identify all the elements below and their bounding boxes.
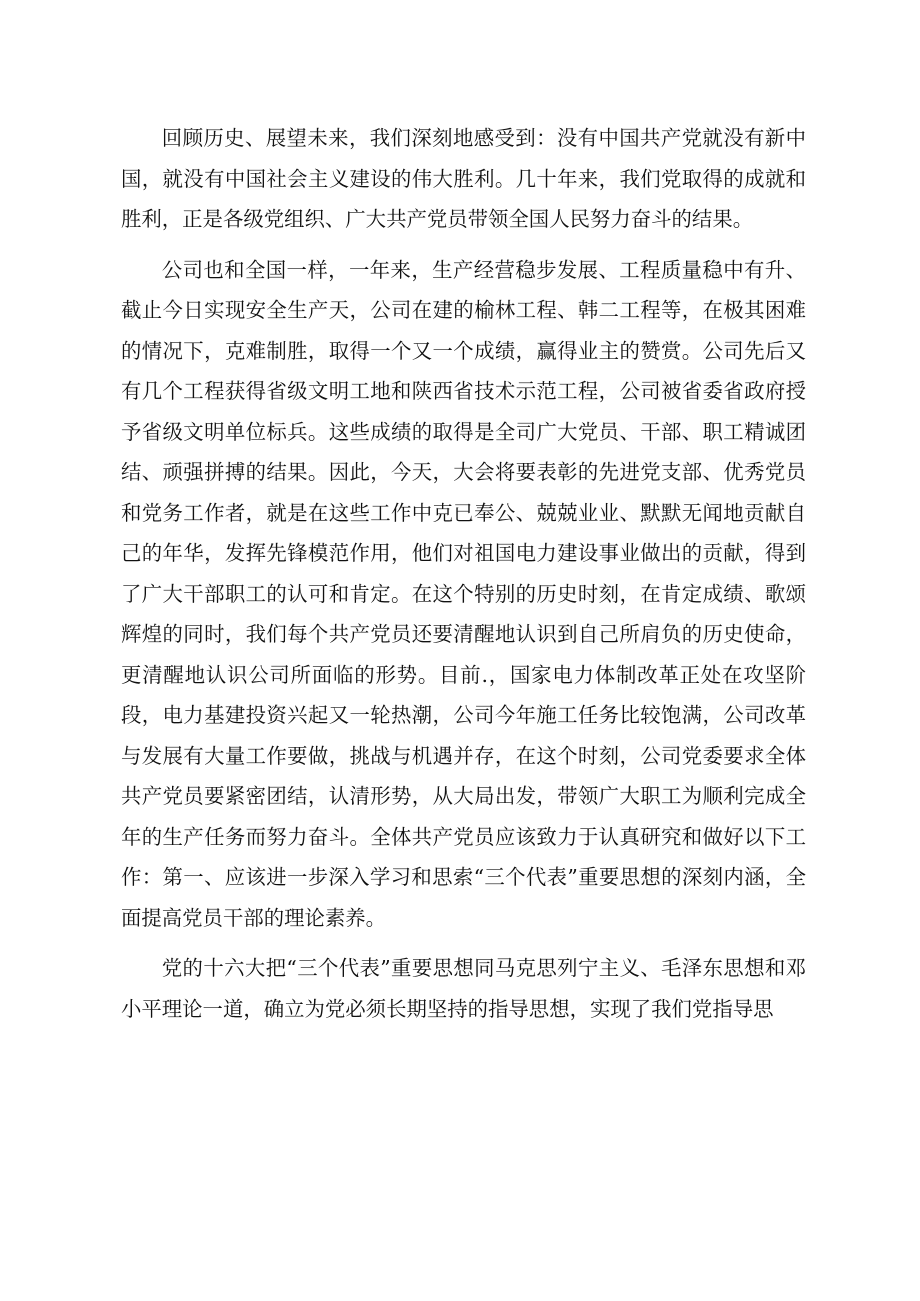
- paragraph-3: 党的十六大把“三个代表”重要思想同马克思列宁主义、毛泽东思想和邓小平理论一道，确立为党必须长期坚持的指导思想，实现了我们党指导思: [121, 956, 806, 1021]
- paragraph-2: 公司也和全国一样，一年来，生产经营稳步发展、工程质量稳中有升、截止今日实现安全生产天，公司在建的榆林工程、韩二工程等，在极其困难的情况下，克难制胜，取得一个又一个成绩，赢得业主的赞赏。公司先后又有几个工程获得省级文明工地和陕西省技术示范工程，公司被省委省政府授予省级文明单位标兵。这些成绩的取得是全司广大党员、干部、职工精诚团结、顽强拼搏的结果。因此，今天，大会将要表彰的先进党支部、优秀党员和党务工作者，就是在这些工作中克已奉公、兢兢业业、默默无闻地贡献自己的年华，发挥先锋模范作用，他们对祖国电力建设事业做出的贡献，得到了广大干部职工的认可和肯定。在这个特别的历史时刻，在肯定成绩、歌颂辉煌的同时，我们每个共产党员还要清醒地认识到自己所肩负的历史使命，更清醒地认识公司所面临的形势。目前.，国家电力体制改革正处在攻坚阶段，电力基建投资兴起又一轮热潮，公司今年施工任务比较饱满，公司改革与发展有大量工作要做，挑战与机遇并存，在这个时刻，公司党委要求全体共产党员要紧密团结，认清形势，从大局出发，带领广大职工为顺利完成全年的生产任务而努力奋斗。全体共产党员应该致力于认真研究和做好以下工作：第一、应该进一步深入学习和思索“三个代表”重要思想的深刻内涵，全面提高党员干部的理论素养。: [121, 257, 806, 930]
- paragraph-1: 回顾历史、展望未来，我们深刻地感受到：没有中国共产党就没有新中国，就没有中国社会主义建设的伟大胜利。几十年来，我们党取得的成就和胜利，正是各级党组织、广大共产党员带领全国人民努力奋斗的结果。: [121, 126, 806, 231]
- document-body: [121, 118, 806, 1029]
